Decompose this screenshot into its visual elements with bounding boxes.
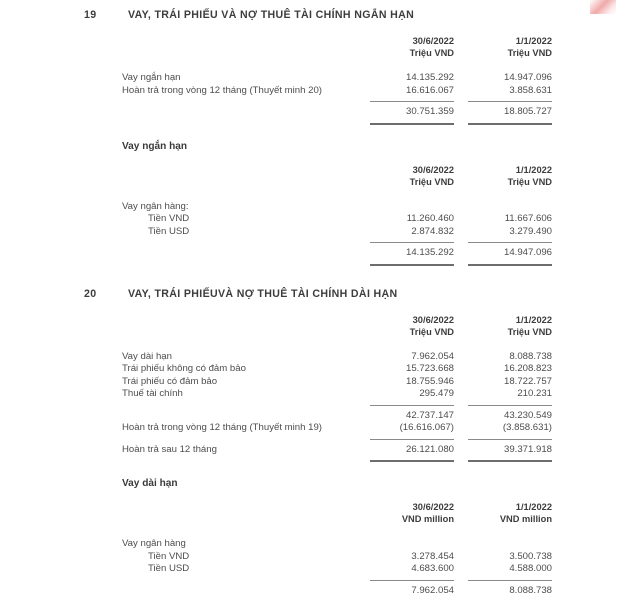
table-row: [0, 376, 618, 388]
note-20-table-1: [0, 314, 618, 462]
note-19-table-2: [0, 164, 618, 266]
note-19-number: 19: [84, 9, 97, 21]
group-label: Vay ngân hàng: [122, 538, 186, 550]
row-value-col1: 3.278.454: [411, 550, 454, 562]
row-value-col1: 7.962.054: [411, 351, 454, 363]
total-value-col2: 18.805.727: [503, 106, 552, 118]
row-label: Hoàn trả trong vòng 12 tháng (Thuyết minh 20): [122, 84, 322, 96]
group-label-row: [0, 538, 618, 550]
total-label: Hoàn trả sau 12 tháng: [122, 443, 217, 455]
total-value-col1: 7.962.054: [411, 584, 454, 596]
deduction-label: Hoàn trả trong vòng 12 tháng (Thuyết minh 19): [122, 422, 322, 434]
spacer: [0, 338, 618, 351]
rule-col2: [460, 460, 618, 462]
deduction-value-col2: (3.858.631): [502, 422, 552, 434]
note-20-title: VAY, TRÁI PHIẾUVÀ NỢ THUÊ TÀI CHÍNH DÀI HẠN: [128, 287, 398, 300]
total-value-col1: 14.135.292: [405, 247, 454, 259]
header-col1-unit: VND million: [401, 514, 454, 525]
note-19-title: VAY, TRÁI PHIẾU VÀ NỢ THUÊ TÀI CHÍNH NGẮN HẠN: [128, 9, 415, 21]
row-value-col2: 18.722.757: [503, 375, 552, 387]
subtotal-label: [0, 410, 362, 422]
table-row: [0, 551, 618, 563]
row-value-col1: 2.874.832: [411, 225, 454, 237]
total-rule: [0, 123, 618, 125]
row-label: Tiền VND: [148, 550, 190, 562]
header-col2-date: 1/1/2022: [515, 314, 552, 325]
column-unit-row: [0, 326, 618, 338]
row-label: Vay dài hạn: [122, 351, 172, 363]
note-20-section: [0, 266, 618, 597]
total-value-col1: 30.751.359: [405, 106, 454, 118]
row-value-col1: 4.683.600: [411, 563, 454, 575]
unit-spacer: [0, 47, 362, 59]
header-col2-unit: Triệu VND: [507, 326, 552, 337]
row-value-col2: 8.088.738: [509, 351, 552, 363]
note-19-heading: [0, 9, 618, 21]
column-header-row: [0, 164, 618, 176]
row-label: Vay ngắn hạn: [122, 72, 181, 84]
row-label: Tiền USD: [148, 225, 190, 237]
header-col2-date: 1/1/2022: [515, 164, 552, 175]
row-label: Trái phiếu có đảm bảo: [122, 375, 218, 387]
deduction-row: [0, 422, 618, 434]
row-value-col1: 11.260.460: [406, 213, 454, 225]
total-row: [0, 106, 618, 118]
table-row: [0, 363, 618, 375]
subtotal-row: [0, 410, 618, 422]
column-unit-row: [0, 513, 618, 525]
header-col2-unit: VND million: [499, 514, 552, 525]
header-col2-date: 1/1/2022: [515, 36, 552, 46]
total-row: [0, 585, 618, 597]
row-value-col2: 3.858.631: [509, 84, 552, 96]
group-label: Vay ngân hàng:: [122, 201, 189, 213]
row-value-col1: 15.723.668: [405, 363, 454, 375]
note-20-heading: [0, 288, 618, 300]
row-value-col1: 18.755.946: [405, 375, 454, 387]
total-rule: [0, 460, 618, 462]
spacer: [0, 188, 618, 201]
header-col1-date: 30/6/2022: [412, 501, 454, 512]
table-row: [0, 213, 618, 225]
row-value-col2: 4.588.000: [509, 563, 552, 575]
row-value-col2: 3.279.490: [509, 225, 552, 237]
row-value-col1: 16.616.067: [405, 84, 454, 96]
note-20-table-2: [0, 501, 618, 597]
total-value-col1: 26.121.080: [405, 443, 454, 455]
spacer: [0, 525, 618, 538]
row-value-col2: 11.667.606: [504, 213, 552, 225]
header-col1-date: 30/6/2022: [412, 314, 454, 325]
header-col2-date: 1/1/2022: [515, 501, 552, 512]
header-col1-unit: Triệu VND: [409, 176, 454, 187]
table-row: [0, 388, 618, 400]
header-spacer: [0, 501, 362, 513]
column-unit-row: [0, 47, 618, 59]
column-unit-row: [0, 176, 618, 188]
unit-spacer: [0, 176, 362, 188]
unit-spacer: [0, 326, 362, 338]
note-20-subsection-title: Vay dài hạn: [122, 477, 178, 489]
note-19-subsection-title: Vay ngắn hạn: [122, 140, 188, 152]
row-value-col1: 295.479: [419, 388, 454, 400]
row-value-col2: 3.500.738: [509, 550, 552, 562]
column-header-row: [0, 35, 618, 47]
header-col1-date: 30/6/2022: [412, 164, 454, 175]
header-spacer: [0, 314, 362, 326]
rule-col1: [362, 123, 460, 125]
note-19-section: [0, 0, 618, 266]
total-row: [0, 247, 618, 259]
rule-col2: [460, 123, 618, 125]
column-header-row: [0, 314, 618, 326]
total-value-col2: 39.371.918: [503, 443, 552, 455]
table-row: [0, 226, 618, 238]
table-row: [0, 351, 618, 363]
unit-spacer: [0, 513, 362, 525]
group-label-row: [0, 201, 618, 213]
total-value-col2: 8.088.738: [509, 584, 552, 596]
note-20-number: 20: [84, 287, 97, 300]
subtotal-value-col2: 43.230.549: [503, 409, 552, 421]
spacer: [0, 59, 618, 72]
header-col2-unit: Triệu VND: [507, 176, 552, 187]
table-row: [0, 85, 618, 97]
row-value-col1: 14.135.292: [405, 72, 454, 84]
header-col1-unit: Triệu VND: [409, 48, 454, 59]
total-label: [0, 585, 362, 597]
table-row: [0, 563, 618, 575]
row-value-col2: 210.231: [517, 388, 552, 400]
total-row: [0, 444, 618, 456]
note-19-table-1: [0, 35, 618, 125]
total-label: [0, 247, 362, 259]
header-col1-unit: Triệu VND: [409, 326, 454, 337]
total-value-col2: 14.947.096: [503, 247, 552, 259]
row-label: Tiền USD: [148, 563, 190, 575]
row-value-col2: 14.947.096: [503, 72, 552, 84]
table-row: [0, 72, 618, 84]
rule-col1: [362, 460, 460, 462]
subtotal-value-col1: 42.737.147: [405, 409, 454, 421]
row-value-col2: 16.208.823: [503, 363, 552, 375]
column-header-row: [0, 501, 618, 513]
total-label: [0, 106, 362, 118]
row-label: Tiền VND: [148, 213, 190, 225]
header-spacer: [0, 35, 362, 47]
header-col2-unit: Triệu VND: [507, 48, 552, 59]
header-spacer: [0, 164, 362, 176]
deduction-value-col1: (16.616.067): [399, 422, 454, 434]
row-label: Trái phiếu không có đảm bảo: [122, 363, 246, 375]
header-col1-date: 30/6/2022: [412, 36, 454, 46]
row-label: Thuế tài chính: [122, 388, 183, 400]
